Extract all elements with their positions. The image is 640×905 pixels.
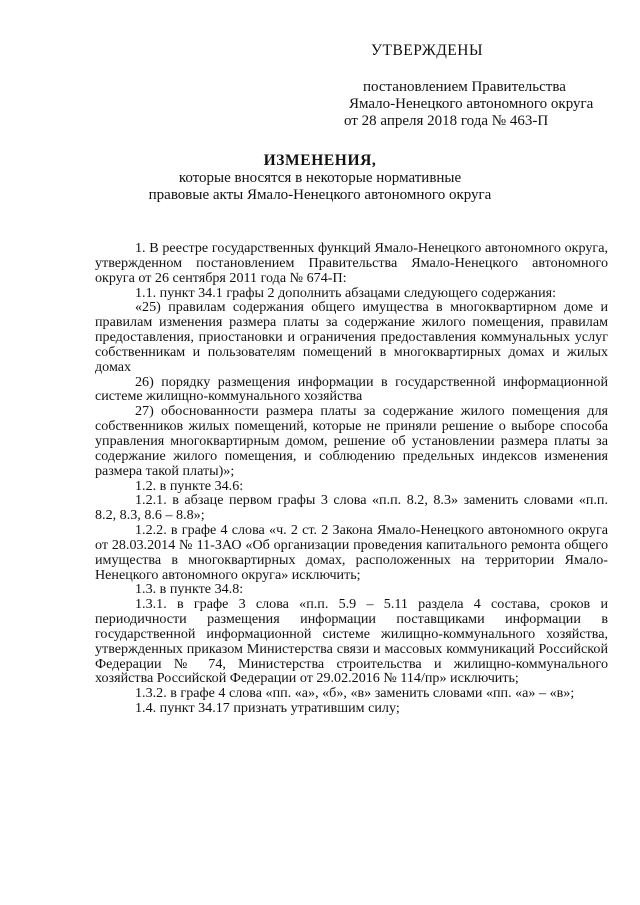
paragraph-1-2: 1.2. в пункте 34.6: bbox=[135, 477, 244, 494]
paragraph-item-26: 26) порядку размещения информации в государственной информационной системе жилищно-коммунального хозяйства bbox=[95, 373, 608, 405]
document-title bbox=[100, 152, 540, 204]
paragraph-item-25: «25) правилам содержания общего имущества в многоквартирном доме и правилам изменения размера платы за содержание жилого помещения, правилам предоставления, приостановки и ограничения предоставления коммунальных услуг собственникам и пользователям помещений в многоквартирных домах и жилых домах bbox=[95, 299, 608, 375]
paragraph-1-3-1: 1.3.1. в графе 3 слова «п.п. 5.9 – 5.11 раздела 4 состава, сроков и периодичности размещения информации поставщиками информации в государственной информационной системе жилищно-коммунального хозяйства, утвержденных приказом Министерства связи и массовых коммуникаций Российской Федерации № 74, Министерства строительства и жилищно-коммунального хозяйства Российской Федерации от 29.02.2016 № 114/пр» исключить; bbox=[95, 596, 608, 687]
approval-block bbox=[344, 42, 633, 130]
paragraph-1: 1. В реестре государственных функций Ямало-Ненецкого автономного округа, утвержденном постановлением Правительства Ямало-Ненецкого автономного округа от 26 сентября 2011 года № 674-П: bbox=[95, 240, 608, 286]
title-subtitle-2: правовые акты Ямало-Ненецкого автономного округа bbox=[148, 187, 492, 203]
paragraph-1-1: 1.1. пункт 34.1 графы 2 дополнить абзацами следующего содержания: bbox=[135, 284, 557, 301]
paragraph-item-27: 27) обоснованности размера платы за содержание жилого помещения для собственников жилых помещений, которые не приняли решение о выборе способа управления многоквартирным домом, решение об установлении размера платы за содержание жилого помещения, и соблюдению предельных индексов изменения размера такой платы)»; bbox=[95, 403, 608, 479]
approval-line-3: от 28 апреля 2018 года № 463-П bbox=[344, 113, 549, 129]
paragraph-1-3: 1.3. в пункте 34.8: bbox=[135, 581, 244, 598]
title-subtitle-1: которые вносятся в некоторые нормативные bbox=[178, 170, 462, 186]
approval-heading: УТВЕРЖДЕНЫ bbox=[371, 42, 483, 59]
approval-line-1: постановлением Правительства bbox=[363, 79, 566, 95]
approval-line-2: Ямало-Ненецкого автономного округа bbox=[349, 96, 594, 112]
title-main: ИЗМЕНЕНИЯ, bbox=[263, 152, 377, 169]
paragraph-1-2-1: 1.2.1. в абзаце первом графы 3 слова «п.п. 8.2, 8.3» заменить словами «п.п. 8.2, 8.3, 8.6 – 8.8»; bbox=[95, 492, 608, 524]
document-body bbox=[95, 241, 608, 716]
paragraph-1-2-2: 1.2.2. в графе 4 слова «ч. 2 ст. 2 Закона Ямало-Ненецкого автономного округа от 28.03.2014 № 11-ЗАО «Об организации проведения капитального ремонта общего имущества в многоквартирных домах, расположенных на территории Ямало-Ненецкого автономного округа» исключить; bbox=[95, 522, 608, 583]
paragraph-1-3-2: 1.3.2. в графе 4 слова «пп. «а», «б», «в» заменить словами «пп. «а» – «в»; bbox=[135, 685, 575, 702]
paragraph-1-4: 1.4. пункт 34.17 признать утратившим силу; bbox=[135, 700, 400, 717]
